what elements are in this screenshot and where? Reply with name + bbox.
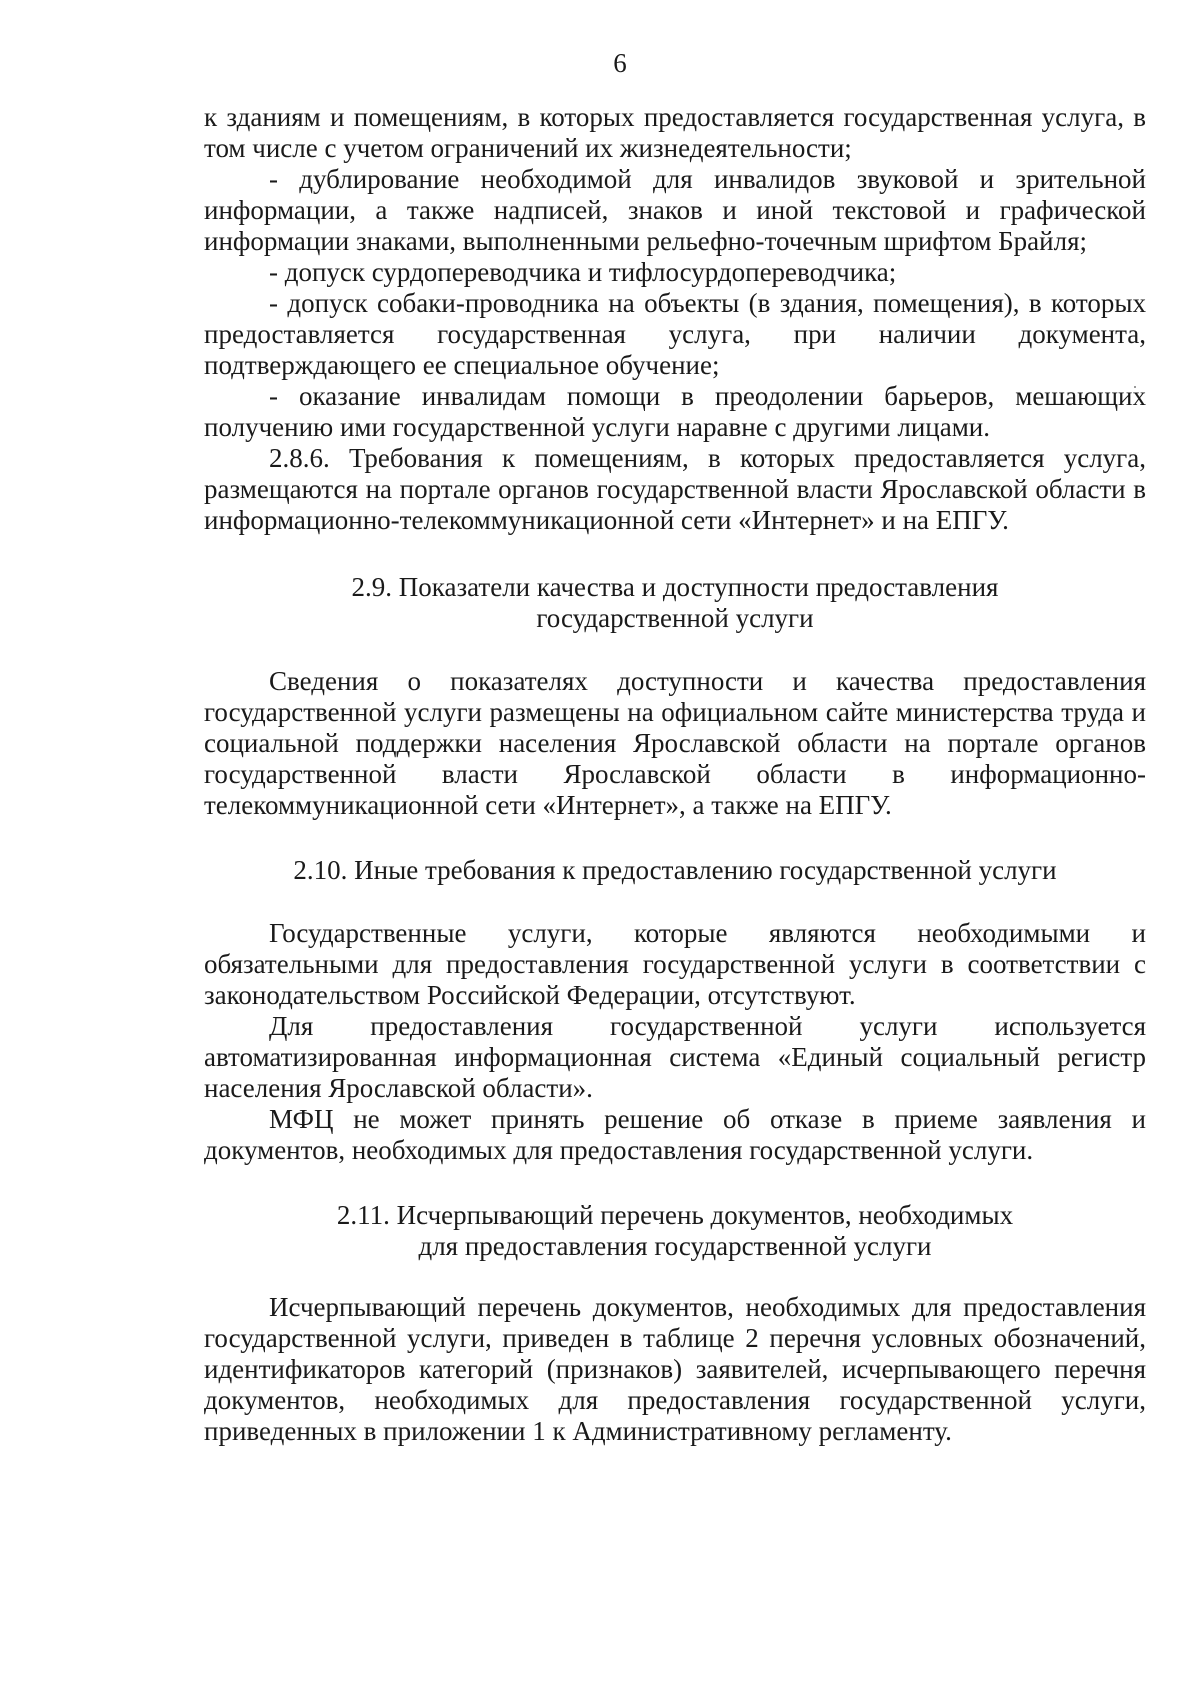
- paragraph-continuation: к зданиям и помещениям, в которых предоставляется государственная услуга, в том числе с учетом ограничений их жизнедеятельности;: [204, 102, 1146, 163]
- section-2-11-text: Исчерпывающий перечень документов, необходимых для предоставления государственной услуги, приведен в таблице 2 перечня условных обозначений, идентификаторов категорий (признаков) заявителей, исчерпывающего перечня документов, необходимых для предоставления государственной услуги, приведенных в приложении 1 к Административному регламенту.: [204, 1292, 1146, 1446]
- list-item-guide-dog: - допуск собаки-проводника на объекты (в здания, помещения), в которых предоставляется государственная услуга, при наличии документа, подтверждающего ее специальное обучение;: [204, 288, 1146, 380]
- section-2-9-heading-line2: государственной услуги: [536, 603, 814, 633]
- section-2-11-heading: [204, 1200, 1146, 1262]
- paragraph-2-8-6: 2.8.6. Требования к помещениям, в которых предоставляется услуга, размещаются на портале органов государственной власти Ярославской области в информационно-телекоммуникационной сети «Интернет» и на ЕПГУ.: [204, 443, 1146, 535]
- section-2-9-text: Сведения о показателях доступности и качества предоставления государственной услуги размещены на официальном сайте министерства труда и социальной поддержки населения Ярославской области на портале органов государственной власти Ярославской области в информационно-телекоммуникационной сети «Интернет», а также на ЕПГУ.: [204, 666, 1146, 820]
- page-number: 6: [613, 48, 627, 78]
- list-item-assistance: - оказание инвалидам помощи в преодолении барьеров, мешающих получению ими государственной услуги наравне с другими лицами.: [204, 381, 1146, 442]
- section-2-10-paragraph: Государственные услуги, которые являются необходимыми и обязательными для предоставления государственной услуги в соответствии с законодательством Российской Федерации, отсутствуют.: [204, 918, 1146, 1010]
- list-item-interpreter: - допуск сурдопереводчика и тифлосурдопереводчика;: [269, 257, 897, 287]
- section-2-9-heading-line1: 2.9. Показатели качества и доступности предоставления: [351, 572, 999, 602]
- document-body: [204, 102, 1146, 1447]
- list-item-braille: - дублирование необходимой для инвалидов звуковой и зрительной информации, а также надписей, знаков и иной текстовой и графической информации знаками, выполненными рельефно-точечным шрифтом Брайля;: [204, 164, 1146, 256]
- section-2-11-heading-line1: 2.11. Исчерпывающий перечень документов, необходимых: [336, 1200, 1014, 1230]
- section-2-10-paragraph: Для предоставления государственной услуги используется автоматизированная информационная система «Единый социальный регистр населения Ярославской области».: [204, 1011, 1146, 1103]
- section-2-9-heading: [204, 572, 1146, 634]
- section-2-10-paragraph: МФЦ не может принять решение об отказе в приеме заявления и документов, необходимых для предоставления государственной услуги.: [204, 1104, 1146, 1165]
- section-2-10-heading: 2.10. Иные требования к предоставлению государственной услуги: [293, 855, 1057, 885]
- section-2-11-heading-line2: для предоставления государственной услуги: [418, 1231, 932, 1261]
